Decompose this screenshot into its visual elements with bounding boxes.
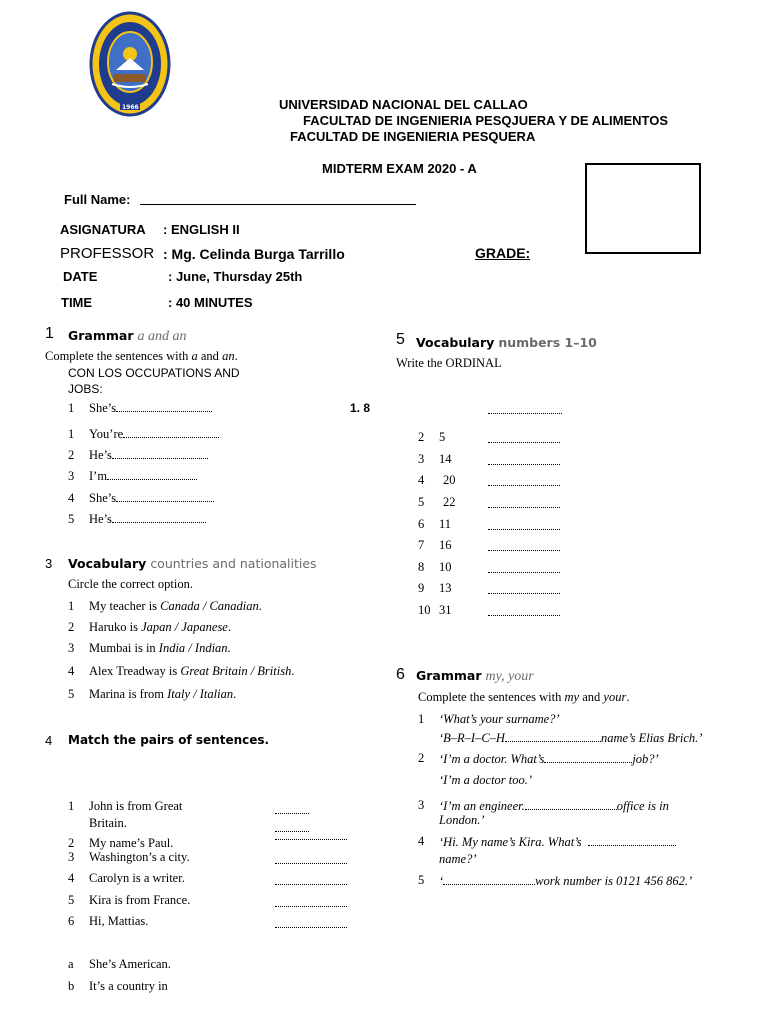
section-1-note-1: CON LOS OCCUPATIONS AND bbox=[68, 366, 240, 380]
s6-item-5-number: 5 bbox=[418, 873, 425, 887]
item-number: 3 bbox=[68, 469, 75, 483]
item-text: He’s bbox=[89, 448, 112, 462]
section-4-number: 4 bbox=[45, 733, 53, 748]
item-options[interactable]: Canada / Canadian bbox=[160, 599, 259, 613]
item-number: 2 bbox=[68, 836, 75, 850]
item-text: My name’s Paul. bbox=[89, 836, 174, 850]
answer-blank[interactable] bbox=[588, 834, 676, 846]
section-4-title: Match the pairs of sentences. bbox=[68, 733, 270, 747]
section-3-title: Vocabulary bbox=[68, 556, 147, 571]
s6-item-3-number: 3 bbox=[418, 798, 425, 812]
line-text: ‘B–R–I–C–H bbox=[439, 731, 505, 745]
s5-item bbox=[418, 452, 452, 467]
time-label: TIME bbox=[61, 295, 93, 310]
instr-period: . bbox=[626, 690, 630, 704]
section-6-number: 6 bbox=[396, 666, 405, 683]
item-text: She’s bbox=[89, 401, 117, 415]
section-5-heading bbox=[416, 334, 597, 352]
item-number: 1 bbox=[68, 599, 75, 613]
instr-your: your bbox=[603, 690, 627, 704]
s5-item bbox=[418, 538, 452, 553]
s4-item bbox=[68, 850, 190, 865]
instr-and: and bbox=[197, 349, 223, 363]
item-number: 1 bbox=[68, 799, 75, 813]
item-end: . bbox=[227, 620, 231, 634]
match-blank[interactable] bbox=[275, 927, 347, 928]
ordinal-blank[interactable] bbox=[488, 529, 560, 530]
line-text: ‘ bbox=[439, 874, 444, 888]
item-value: 22 bbox=[443, 495, 456, 509]
item-text: Alex Treadway is bbox=[89, 664, 181, 678]
s5-item bbox=[418, 495, 456, 510]
section-1-instruction bbox=[45, 349, 238, 364]
ordinal-blank[interactable] bbox=[488, 507, 560, 508]
section-5-number: 5 bbox=[396, 331, 405, 348]
item-number: 10 bbox=[418, 603, 431, 617]
item-number: 1 bbox=[68, 401, 75, 415]
item-number: 4 bbox=[68, 871, 75, 885]
s1-item bbox=[68, 426, 219, 442]
time-value: : 40 MINUTES bbox=[168, 295, 253, 310]
s3-item bbox=[68, 620, 231, 635]
line-text: ‘Hi. My name’s Kira. What’s bbox=[439, 835, 582, 849]
item-text: Hi, Mattias. bbox=[89, 914, 149, 928]
s5-item bbox=[418, 473, 456, 488]
item-text: I’m bbox=[89, 469, 108, 483]
match-blank[interactable] bbox=[275, 863, 347, 864]
fullname-label: Full Name: bbox=[64, 192, 131, 207]
item-number: 5 bbox=[68, 687, 75, 701]
s4-item bbox=[68, 836, 173, 851]
section-5-title: Vocabulary bbox=[416, 335, 495, 350]
answer-blank[interactable] bbox=[525, 798, 617, 810]
instr-an: an bbox=[222, 349, 235, 363]
instr-my: my bbox=[564, 690, 580, 704]
ordinal-blank[interactable] bbox=[488, 550, 560, 551]
instr-period: . bbox=[234, 349, 238, 363]
item-value: 10 bbox=[439, 560, 452, 574]
item-end: . bbox=[227, 641, 231, 655]
s4-item bbox=[68, 799, 182, 814]
s6-item-4-line-1 bbox=[439, 834, 676, 850]
answer-letter: a bbox=[68, 957, 74, 971]
item-number: 5 bbox=[68, 893, 75, 907]
item-value: 16 bbox=[439, 538, 452, 552]
item-text: You’re bbox=[89, 427, 124, 441]
line-text: job?’ bbox=[632, 752, 659, 766]
s4-item bbox=[68, 914, 148, 929]
date-value: : June, Thursday 25th bbox=[168, 269, 303, 284]
ordinal-blank[interactable] bbox=[488, 615, 560, 616]
item-number: 3 bbox=[418, 452, 425, 466]
s3-item bbox=[68, 687, 236, 702]
s6-item-3-line-2: London.’ bbox=[439, 813, 485, 827]
section-3-number: 3 bbox=[45, 556, 53, 571]
match-blank[interactable] bbox=[275, 831, 309, 832]
professor-label: PROFESSOR bbox=[60, 245, 155, 262]
professor-value: : Mg. Celinda Burga Tarrillo bbox=[163, 246, 345, 262]
match-blank[interactable] bbox=[275, 839, 347, 840]
answer-text: She’s American. bbox=[89, 957, 171, 971]
answer-blank[interactable] bbox=[123, 426, 219, 438]
item-text: He’s bbox=[89, 512, 112, 526]
s4-answer bbox=[68, 979, 168, 994]
line-text: office is in bbox=[616, 799, 669, 813]
s1-item bbox=[68, 468, 197, 484]
item-number: 4 bbox=[68, 664, 75, 678]
s1-item bbox=[68, 511, 206, 527]
ordinal-blank[interactable] bbox=[488, 593, 560, 594]
s1-item bbox=[68, 400, 212, 416]
university-name: UNIVERSIDAD NACIONAL DEL CALLAO bbox=[279, 97, 528, 112]
line-text: ‘I’m an engineer. bbox=[439, 799, 525, 813]
item-text: Marina is from bbox=[89, 687, 168, 701]
s6-item-4-line-2: name?’ bbox=[439, 852, 477, 866]
section-1-subtitle: a and an bbox=[137, 329, 187, 344]
instr-text: Complete the sentences with bbox=[45, 349, 192, 363]
section-6-instruction bbox=[418, 690, 629, 705]
logo-seal-icon bbox=[88, 10, 172, 118]
item-number: 2 bbox=[68, 620, 75, 634]
item-end: . bbox=[291, 664, 295, 678]
ordinal-blank[interactable] bbox=[488, 485, 560, 486]
match-blank[interactable] bbox=[275, 884, 347, 885]
answer-blank[interactable] bbox=[116, 400, 212, 412]
item-options[interactable]: Great Britain / British bbox=[180, 664, 292, 678]
s5-item bbox=[418, 581, 452, 596]
asignatura-value: : ENGLISH II bbox=[163, 222, 240, 237]
item-number: 5 bbox=[68, 512, 75, 526]
s6-item-3-line-1 bbox=[439, 798, 669, 814]
item-text: My teacher is bbox=[89, 599, 161, 613]
s4-item bbox=[68, 893, 190, 908]
s6-item-2-line-1 bbox=[439, 751, 659, 767]
s1-item bbox=[68, 490, 214, 506]
item-value: 5 bbox=[439, 430, 446, 444]
item-text: John is from Great bbox=[89, 799, 183, 813]
item-number: 5 bbox=[418, 495, 425, 509]
s6-item-1-number: 1 bbox=[418, 712, 425, 726]
section-6-subtitle: my, your bbox=[485, 669, 534, 684]
item-number: 9 bbox=[418, 581, 425, 595]
line-text: work number is 0121 456 862.’ bbox=[535, 874, 693, 888]
s6-item-1-line-2 bbox=[439, 730, 702, 746]
item-end: . bbox=[258, 599, 262, 613]
item-number: 3 bbox=[68, 641, 75, 655]
item-text: Britain. bbox=[89, 816, 127, 830]
s6-item-5-line-1 bbox=[439, 873, 692, 889]
section-3-instruction: Circle the correct option. bbox=[68, 577, 193, 591]
section-5-instruction: Write the ORDINAL bbox=[396, 356, 502, 370]
section-6-heading bbox=[416, 667, 534, 685]
answer-blank[interactable] bbox=[107, 468, 197, 480]
item-value: 14 bbox=[439, 452, 452, 466]
instr-a: a bbox=[191, 349, 198, 363]
line-text: name’s Elias Brich.’ bbox=[600, 731, 703, 745]
university-logo bbox=[88, 10, 172, 118]
section-1-number: 1 bbox=[45, 325, 54, 342]
item-number: 8 bbox=[418, 560, 425, 574]
item-options[interactable]: Japan / Japanese bbox=[141, 620, 228, 634]
item-number: 6 bbox=[68, 914, 75, 928]
logo-year: 1966 bbox=[122, 104, 139, 111]
ordinal-blank[interactable] bbox=[488, 572, 560, 573]
match-blank[interactable] bbox=[275, 813, 309, 814]
answer-letter: b bbox=[68, 979, 75, 993]
grade-label: GRADE: bbox=[475, 245, 531, 261]
s3-item bbox=[68, 664, 294, 679]
s3-item bbox=[68, 641, 231, 656]
match-blank[interactable] bbox=[275, 906, 347, 907]
answer-blank[interactable] bbox=[112, 447, 208, 459]
s5-item bbox=[418, 603, 452, 618]
item-value: 20 bbox=[443, 473, 456, 487]
item-text: Carolyn is a writer. bbox=[89, 871, 185, 885]
item-text: She’s bbox=[89, 491, 117, 505]
item-options[interactable]: Italy / Italian bbox=[167, 687, 234, 701]
section-1-note-2: JOBS: bbox=[68, 382, 103, 396]
section-6-title: Grammar bbox=[416, 668, 482, 683]
exam-title: MIDTERM EXAM 2020 - A bbox=[322, 161, 477, 176]
item-text: Washington’s a city. bbox=[89, 850, 190, 864]
item-text: Mumbai is in bbox=[89, 641, 159, 655]
item-options[interactable]: India / Indian bbox=[158, 641, 228, 655]
instr-text: Complete the sentences with bbox=[418, 690, 565, 704]
item-number: 2 bbox=[418, 430, 425, 444]
s6-item-2-line-2: ‘I’m a doctor too.’ bbox=[439, 773, 533, 787]
s6-item-2-number: 2 bbox=[418, 751, 425, 765]
s5-item bbox=[418, 430, 445, 445]
s4-item bbox=[68, 816, 127, 831]
section-3-heading bbox=[68, 555, 317, 573]
item-number: 4 bbox=[418, 473, 425, 487]
answer-blank[interactable] bbox=[112, 511, 206, 523]
s4-item bbox=[68, 871, 185, 886]
item-number: 7 bbox=[418, 538, 425, 552]
item-number: 4 bbox=[68, 491, 75, 505]
line-text: ‘I’m a doctor. What’s bbox=[439, 752, 545, 766]
s4-answer bbox=[68, 957, 171, 972]
ordinal-blank[interactable] bbox=[488, 442, 560, 443]
date-label: DATE bbox=[63, 269, 98, 284]
item-number: 6 bbox=[418, 517, 425, 531]
section-5-subtitle: numbers 1–10 bbox=[498, 335, 597, 350]
s3-item bbox=[68, 599, 262, 614]
section-1-title: Grammar bbox=[68, 328, 134, 343]
answer-blank[interactable] bbox=[505, 730, 601, 742]
s6-item-4-number: 4 bbox=[418, 834, 425, 848]
item-number: 2 bbox=[68, 448, 75, 462]
faculty-line-1: FACULTAD DE INGENIERIA PESQJUERA Y DE ALIMENTOS bbox=[303, 113, 669, 128]
item-value: 13 bbox=[439, 581, 452, 595]
section-3-subtitle: countries and nationalities bbox=[150, 556, 317, 571]
fullname-line[interactable] bbox=[140, 204, 416, 205]
grade-box bbox=[585, 163, 701, 254]
item-number: 1 bbox=[68, 427, 75, 441]
item-value: 31 bbox=[439, 603, 452, 617]
ordinal-blank[interactable] bbox=[488, 413, 562, 414]
answer-blank[interactable] bbox=[116, 490, 214, 502]
s6-item-1-line-1: ‘What’s your surname?’ bbox=[439, 712, 560, 726]
answer-blank[interactable] bbox=[544, 751, 632, 763]
faculty-line-2: FACULTAD DE INGENIERIA PESQUERA bbox=[290, 129, 536, 144]
instr-and: and bbox=[579, 690, 604, 704]
s5-item bbox=[418, 517, 451, 532]
asignatura-label: ASIGNATURA bbox=[60, 222, 146, 237]
answer-blank[interactable] bbox=[443, 873, 535, 885]
ordinal-blank[interactable] bbox=[488, 464, 560, 465]
section-1-heading bbox=[68, 327, 187, 345]
s1-item bbox=[68, 447, 208, 463]
item-number: 3 bbox=[68, 850, 75, 864]
item-text: Kira is from France. bbox=[89, 893, 191, 907]
s5-first-item: 1. 8 bbox=[350, 401, 371, 415]
item-text: Haruko is bbox=[89, 620, 142, 634]
s5-item bbox=[418, 560, 452, 575]
answer-text: It’s a country in bbox=[89, 979, 168, 993]
item-value: 11 bbox=[439, 517, 452, 531]
item-end: . bbox=[233, 687, 237, 701]
